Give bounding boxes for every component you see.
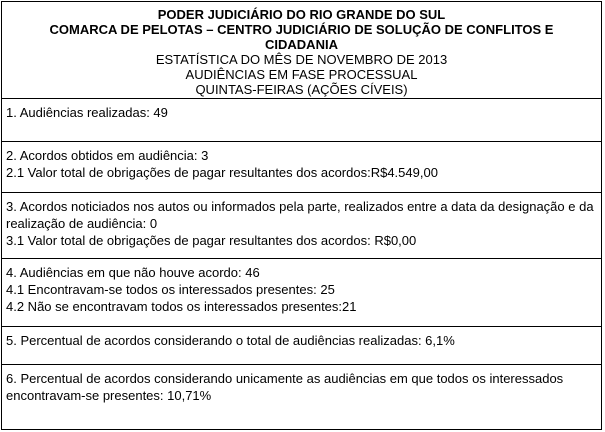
row-text: 3.1 Valor total de obrigações de pagar resultantes dos acordos: R$0,00 [6,233,417,248]
table-row [2,259,601,327]
row-text: 4.1 Encontravam-se todos os interessados presentes: 25 [6,282,335,297]
table-row [2,99,601,142]
table-header [2,2,601,99]
row-text: 3. Acordos noticiados nos autos ou informados pela parte, realizados entre a data da designação e da realização de audiência: 0 [6,199,594,231]
table-row [2,365,601,429]
hearing-phase: AUDIÊNCIAS EM FASE PROCESSUAL [185,67,418,82]
hearing-day: QUINTAS-FEIRAS (AÇÕES CÍVEIS) [195,82,408,97]
row-text: 1. Audiências realizadas: 49 [6,105,168,120]
court-name: PODER JUDICIÁRIO DO RIO GRANDE DO SUL [157,7,446,22]
table-row [2,327,601,365]
row-text: 2. Acordos obtidos em audiência: 3 [6,148,209,163]
statistics-table [1,1,602,430]
row-text: 4. Audiências em que não houve acordo: 46 [6,265,260,280]
district-center-name-cont: CIDADANIA [265,37,338,52]
row-text: 6. Percentual de acordos considerando unicamente as audiências em que todos os interessados encontravam-se presentes: 10,71% [6,371,564,403]
table-row [2,193,601,259]
row-text: 4.2 Não se encontravam todos os interessados presentes:21 [6,299,357,314]
table-row [2,142,601,193]
row-text: 2.1 Valor total de obrigações de pagar resultantes dos acordos:R$4.549,00 [6,165,438,180]
row-text: 5. Percentual de acordos considerando o total de audiências realizadas: 6,1% [6,333,455,348]
district-center-name: COMARCA DE PELOTAS – CENTRO JUDICIÁRIO DE SOLUÇÃO DE CONFLITOS E [49,22,554,37]
statistics-period: ESTATÍSTICA DO MÊS DE NOVEMBRO DE 2013 [155,52,448,67]
